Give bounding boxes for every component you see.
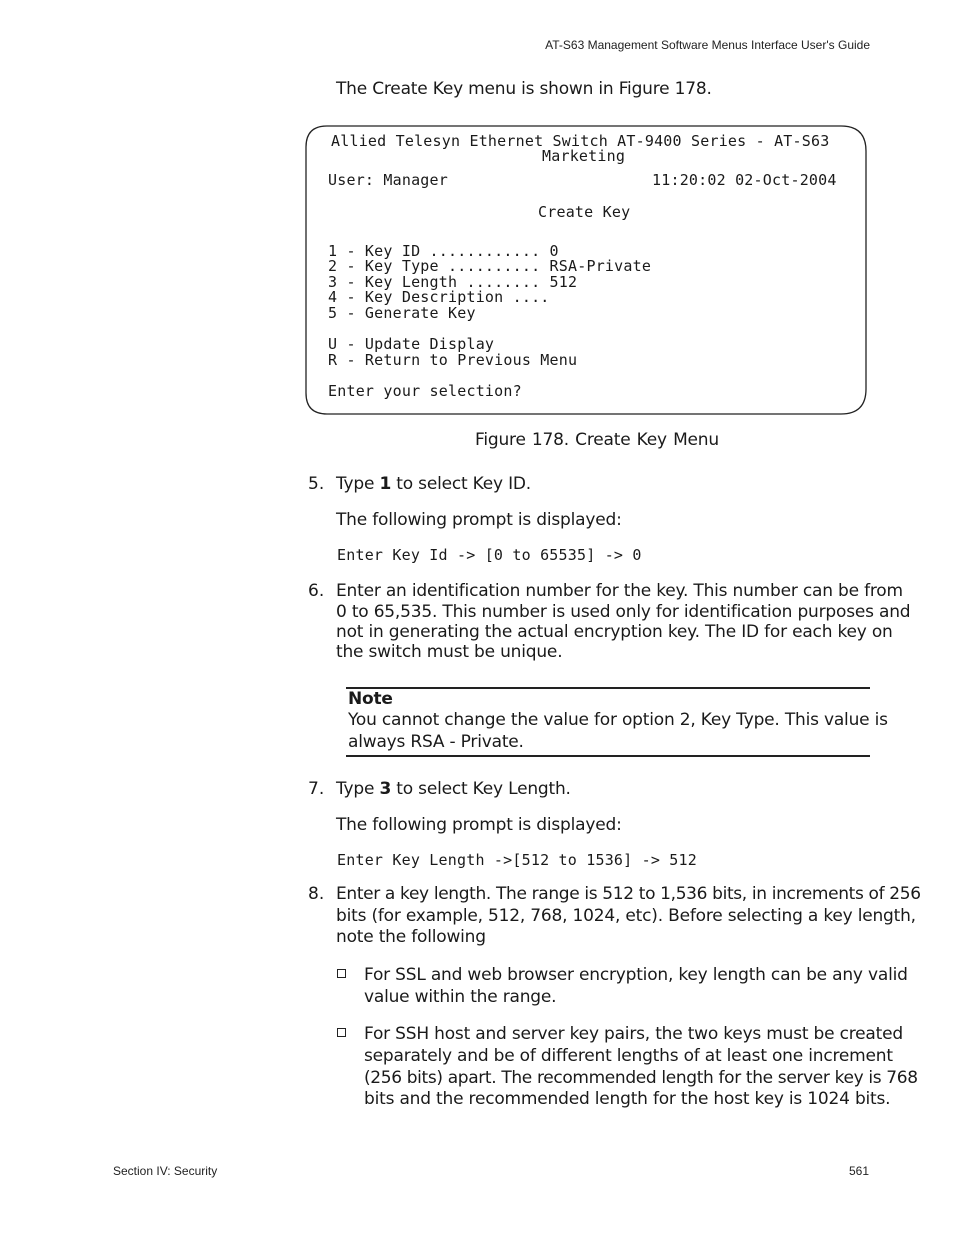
step-8-number: 8.	[308, 884, 325, 904]
terminal-prompt[interactable]: Enter your selection?	[328, 382, 522, 400]
note-top-rule	[346, 687, 870, 689]
bullet-1-line-1: For SSL and web browser encryption, key length can be any valid	[364, 965, 908, 985]
terminal-option-key-type[interactable]: 2 - Key Type .......... RSA-Private	[328, 257, 652, 275]
terminal-user: User: Manager	[328, 171, 448, 189]
step-7-number: 7.	[308, 779, 325, 799]
step-6-number: 6.	[308, 581, 325, 601]
terminal-option-key-description[interactable]: 4 - Key Description ....	[328, 288, 550, 306]
checkbox-bullet-icon	[337, 969, 346, 978]
figure-caption: Figure 178. Create Key Menu	[475, 430, 719, 450]
terminal-title-line1: Allied Telesyn Ethernet Switch AT-9400 Series - AT-S63	[331, 132, 830, 150]
step-8-line-2: bits (for example, 512, 768, 1024, etc). Before selecting a key length,	[336, 906, 916, 926]
bullet-1-line-2: value within the range.	[364, 987, 557, 1007]
bullet-2-line-4: bits and the recommended length for the host key is 1024 bits.	[364, 1089, 891, 1109]
step-5-key: 1	[379, 474, 392, 494]
terminal-option-key-length[interactable]: 3 - Key Length ........ 512	[328, 273, 578, 291]
note-line-2: always RSA - Private.	[348, 732, 524, 752]
step-7-prompt-intro: The following prompt is displayed:	[336, 815, 622, 835]
step-6-line-2: 0 to 65,535. This number is used only for identification purposes and	[336, 602, 911, 622]
terminal-menu-title: Create Key	[538, 203, 631, 221]
terminal-option-return[interactable]: R - Return to Previous Menu	[328, 351, 578, 369]
note-line-1: You cannot change the value for option 2, Key Type. This value is	[348, 710, 888, 730]
step-7-key: 3	[379, 779, 392, 799]
step-5-text: Type 1 to select Key ID.	[336, 474, 532, 494]
terminal-option-generate-key[interactable]: 5 - Generate Key	[328, 304, 476, 322]
terminal-datetime: 11:20:02 02-Oct-2004	[652, 171, 837, 189]
note-bottom-rule	[346, 755, 870, 757]
step-5-number: 5.	[308, 474, 325, 494]
note-title: Note	[348, 689, 393, 709]
bullet-2-line-3: (256 bits) apart. The recommended length for the server key is 768	[364, 1068, 918, 1088]
step-7-text: Type 3 to select Key Length.	[336, 779, 571, 799]
step-8-line-1: Enter a key length. The range is 512 to 1,536 bits, in increments of 256	[336, 884, 921, 904]
bullet-2-line-2: separately and be of different lengths of at least one increment	[364, 1046, 893, 1066]
terminal-title-line2: Marketing	[542, 147, 626, 165]
step-6-line-4: the switch must be unique.	[336, 642, 563, 662]
intro-text: The Create Key menu is shown in Figure 178.	[336, 79, 712, 99]
step-8-line-3: note the following	[336, 927, 486, 947]
step-6-line-3: not in generating the actual encryption key. The ID for each key on	[336, 622, 893, 642]
footer-page-number: 561	[848, 1164, 869, 1178]
terminal-option-key-id[interactable]: 1 - Key ID ............ 0	[328, 242, 559, 260]
running-header: AT-S63 Management Software Menus Interface User's Guide	[545, 38, 870, 52]
checkbox-bullet-icon	[337, 1028, 346, 1037]
step-7-prompt: Enter Key Length ->[512 to 1536] -> 512	[337, 851, 697, 869]
footer-section: Section IV: Security	[113, 1164, 218, 1178]
bullet-2-line-1: For SSH host and server key pairs, the two keys must be created	[364, 1024, 903, 1044]
step-5-prompt-intro: The following prompt is displayed:	[336, 510, 622, 530]
step-6-line-1: Enter an identification number for the key. This number can be from	[336, 581, 903, 601]
terminal-option-update-display[interactable]: U - Update Display	[328, 335, 495, 353]
step-5-prompt: Enter Key Id -> [0 to 65535] -> 0	[337, 546, 642, 564]
